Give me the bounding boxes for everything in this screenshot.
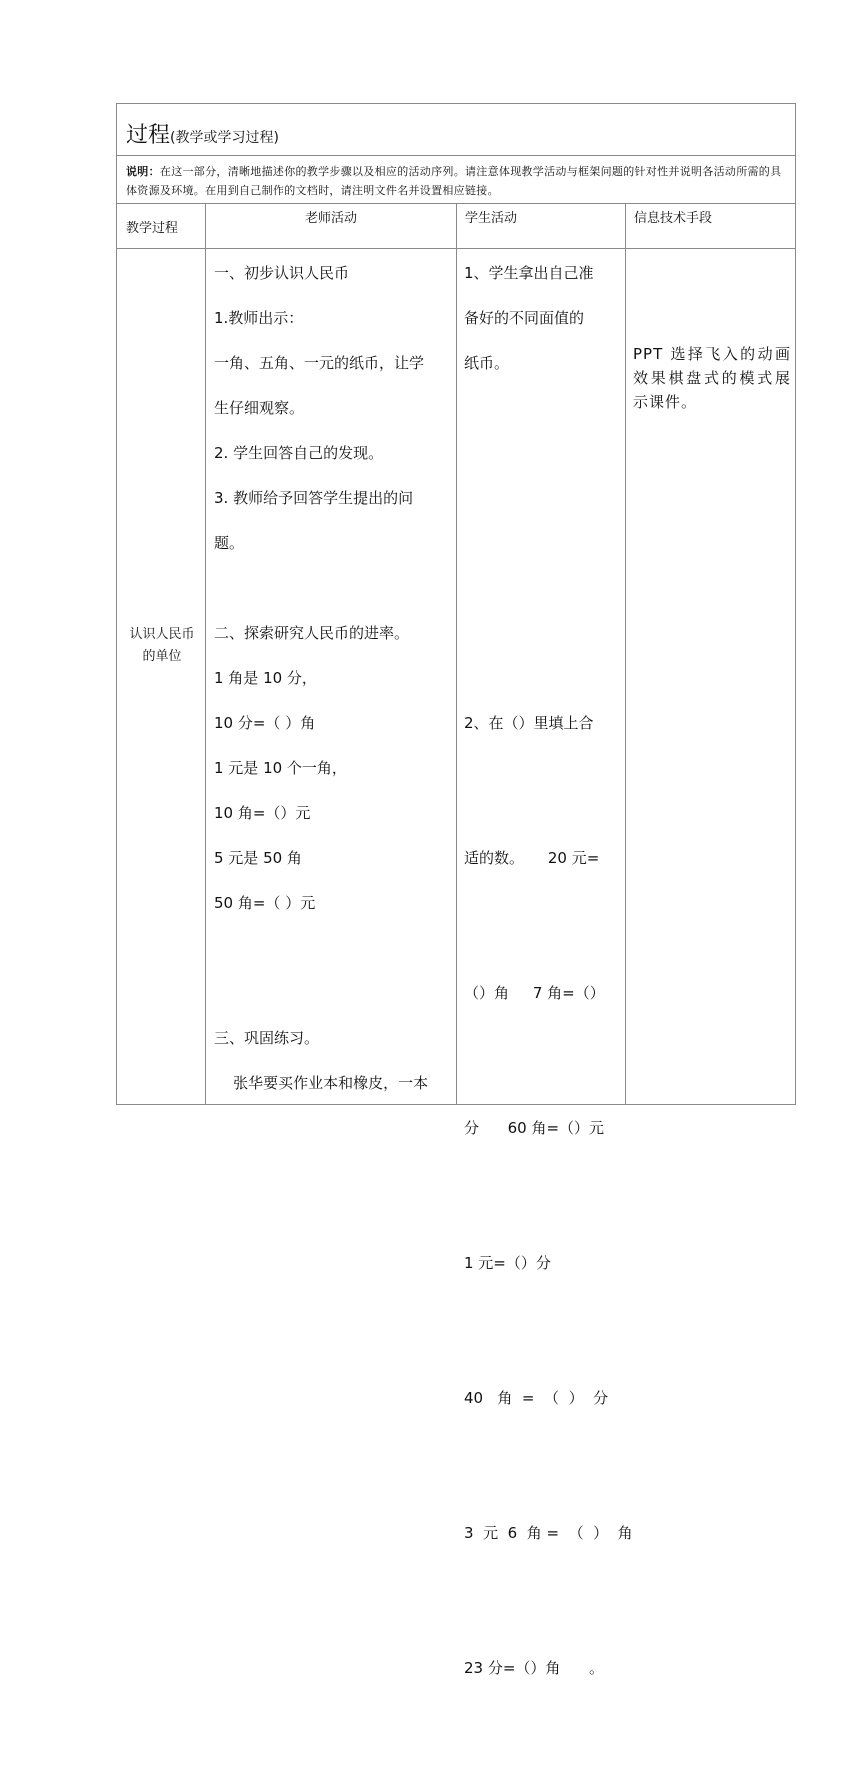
teacher-line: 题。	[214, 534, 245, 552]
student-line: 40 角 = （ ） 分	[464, 1389, 609, 1407]
teacher-line: 1.教师出示：	[214, 309, 304, 327]
student-line: 1 元=（）分	[464, 1254, 551, 1272]
teacher-line: 3. 教师给予回答学生提出的问	[214, 489, 414, 507]
student-line: 适的数。 20 元=	[464, 849, 600, 867]
process-table	[116, 103, 796, 1677]
teacher-line: 三、巩固练习。	[214, 1029, 320, 1047]
instruction-note	[126, 162, 790, 200]
student-line: 分 60 角=（）元	[464, 1119, 605, 1137]
student-line: 备好的不同面值的	[464, 309, 585, 327]
unit-label-line: 认识人民币	[129, 627, 195, 642]
teacher-line: 二、探索研究人民币的进率。	[214, 624, 410, 642]
column-divider-2	[456, 204, 457, 1104]
student-activity-1	[464, 251, 594, 386]
unit-label-line: 的单位	[142, 649, 182, 664]
teacher-line	[214, 566, 428, 611]
teacher-line: 一角、五角、一元的纸币，让学	[214, 354, 425, 372]
student-line: 纸币。	[464, 354, 510, 372]
teacher-line: 10 角=（）元	[214, 804, 311, 822]
note-body: 在这一部分，清晰地描述你的教学步骤以及相应的活动序列。请注意体现教学活动与框架问题的针对性并说明各活动所需的具体资源及环境。在用到自己制作的文档时，请注明文件名并设置相应链接。	[126, 165, 782, 197]
section-title	[126, 118, 279, 149]
teacher-line: 生仔细观察。	[214, 399, 305, 417]
header-teacher: 老师活动	[304, 211, 357, 226]
teacher-line: 2. 学生回答自己的发现。	[214, 444, 384, 462]
header-student: 学生活动	[465, 211, 518, 226]
teacher-line	[214, 926, 428, 971]
teacher-line: 1 元是 10 个一角，	[214, 759, 347, 777]
teacher-activity	[214, 251, 428, 1106]
title-main-text: 过程	[126, 123, 171, 148]
teacher-line: 50 角=（ ）元	[214, 894, 316, 912]
unit-label	[121, 624, 203, 668]
student-activity-2	[464, 611, 633, 1781]
header-tech: 信息技术手段	[634, 211, 713, 226]
teacher-line: 1 角是 10 分，	[214, 669, 317, 687]
note-label: 说明：	[126, 165, 160, 178]
student-line: 1、学生拿出自己准	[464, 264, 594, 282]
student-line: （）角 7 角=（）	[464, 984, 605, 1002]
teacher-line: 张华要买作业本和橡皮，一本	[214, 1074, 429, 1092]
column-divider-1	[205, 204, 206, 1104]
student-line: 23 分=（）角 。	[464, 1659, 605, 1677]
tech-method: PPT 选择飞入的动画效果棋盘式的模式展示课件。	[633, 345, 791, 411]
teacher-line: 10 分=（ ）角	[214, 714, 316, 732]
teacher-line	[214, 971, 428, 1016]
header-process: 教学过程	[126, 221, 179, 236]
title-subtitle: (教学或学习过程)	[170, 130, 279, 146]
teacher-line: 5 元是 50 角	[214, 849, 302, 867]
student-line: 3 元 6 角 = （ ） 角	[464, 1524, 633, 1542]
note-row	[117, 156, 795, 204]
student-line: 2、在（）里填上合	[464, 714, 594, 732]
teacher-line: 一、初步认识人民币	[214, 264, 350, 282]
title-row	[117, 104, 795, 156]
